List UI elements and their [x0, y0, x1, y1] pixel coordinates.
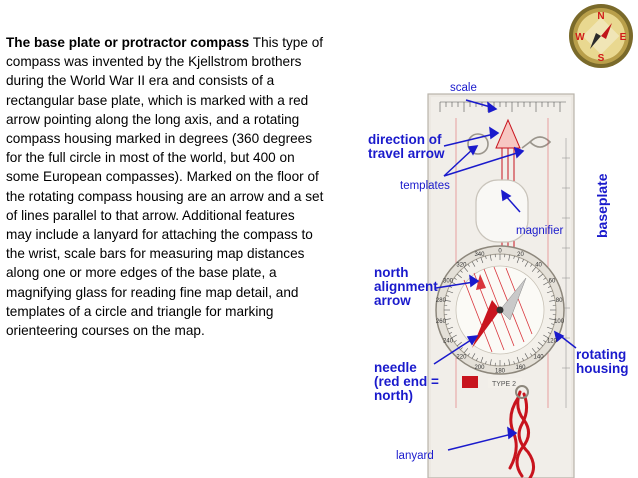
dial-mark: 100 — [554, 318, 565, 325]
label-scale: scale — [450, 82, 477, 94]
dial-mark: 240 — [443, 338, 454, 345]
dial-mark: 220 — [456, 354, 467, 361]
label-north-line3: arrow — [374, 293, 411, 309]
dial-mark: 300 — [443, 278, 454, 285]
label-templates: templates — [400, 180, 450, 192]
badge-letter-n: N — [597, 11, 605, 22]
label-direction-line2: travel arrow — [368, 146, 445, 162]
label-lanyard: lanyard — [396, 450, 434, 462]
compass-badge — [568, 3, 634, 69]
label-north-line2: alignment — [374, 279, 438, 295]
description-title: The base plate or protractor compass — [6, 35, 250, 50]
label-needle-line1: needle — [374, 360, 417, 375]
label-direction-of-travel — [368, 133, 445, 161]
label-needle-line3: north) — [374, 388, 413, 404]
dial-mark: 40 — [535, 262, 542, 269]
dial-mark: 320 — [456, 262, 467, 269]
label-rotating-line2: housing — [576, 361, 629, 377]
label-direction-line1: direction of — [368, 132, 442, 147]
dial-mark: 60 — [548, 278, 556, 285]
badge-letter-e: E — [619, 32, 627, 43]
plate-model-text: TYPE 2 — [491, 381, 517, 388]
label-magnifier: magnifier — [516, 225, 564, 237]
label-needle-line2: (red end = — [374, 374, 439, 390]
dial-mark: 80 — [555, 298, 563, 305]
dial-mark: 280 — [435, 298, 446, 305]
dial-mark: 160 — [515, 364, 526, 371]
label-north-line1: north — [374, 265, 409, 280]
label-rotating-line1: rotating — [576, 347, 627, 362]
label-north-alignment-arrow — [374, 266, 438, 309]
label-baseplate: baseplate — [594, 173, 610, 238]
dial-mark: 180 — [494, 368, 506, 375]
compass-diagram — [344, 78, 638, 478]
dial-mark: 0 — [498, 248, 502, 255]
dial-mark: 340 — [474, 252, 485, 259]
badge-letter-w: W — [575, 32, 585, 43]
label-rotating-housing — [576, 348, 629, 376]
dial-mark: 260 — [435, 318, 446, 325]
rotating-housing — [436, 246, 564, 374]
label-needle — [374, 361, 439, 404]
description-body: This type of compass was invented by the Kjellstrom brothers during the World War II era and consists of a rectangular base plate, which is marked with a red arrow pointing along the long axis, and a rotating compass housing marked in degrees (360 degrees for the full circle in most of the world, but 400 on some European compasses). Marked on the floor of the rotating compass housing are an arrow and a set of lines parallel to that arrow. Additional features may include a lanyard for attaching the compass to the wrist, scale bars for measuring map distances along one or more edges of the base plate, a magnifying glass for reading fine map detail, and templates of a circle and triangle for marking orienteering courses on the map. — [6, 35, 324, 339]
dial-mark: 120 — [546, 338, 557, 345]
description-paragraph — [6, 33, 324, 340]
dial-mark: 140 — [533, 354, 544, 361]
dial-mark: 20 — [517, 252, 524, 259]
badge-letter-s: S — [597, 53, 605, 64]
dial-mark: 200 — [474, 364, 485, 371]
